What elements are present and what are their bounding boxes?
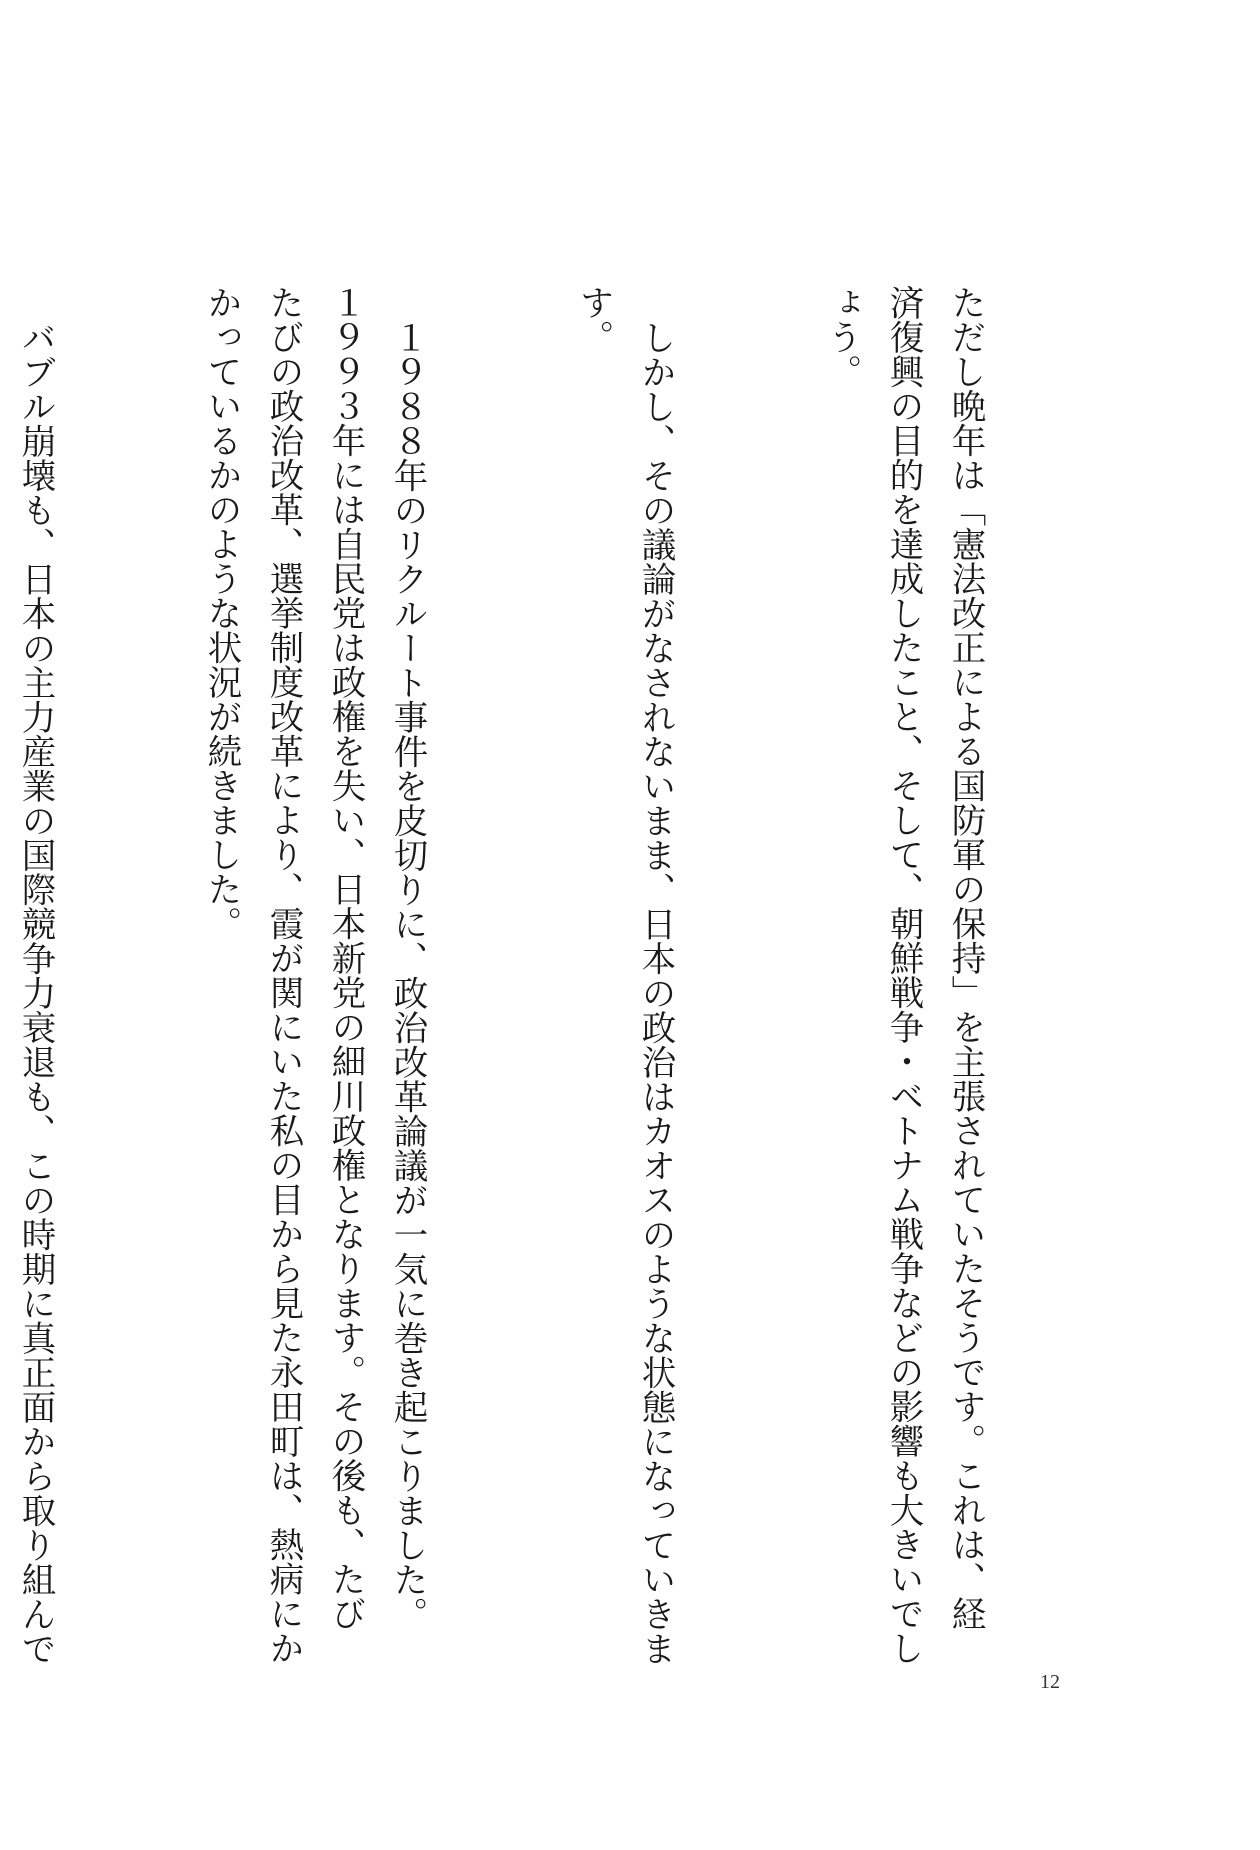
page-number: 12: [1040, 1671, 1060, 1693]
paragraph-2: しかし、その議論がなされないまま、日本の政治はカオスのような状態になっていきま す。: [573, 285, 675, 1665]
paragraph-1: ただし晩年は「憲法改正による国防軍の保持」を主張されていたそうです。これは、経 済復興の目的を達成したこと、そして、朝鮮戦争・ベトナム戦争などの影響も大きいでし ょう。: [821, 285, 985, 1665]
paragraph-4: バブル崩壊も、日本の主力産業の国際競争力衰退も、この時期に真正面から取り組んで: [15, 319, 55, 1665]
vertical-text-body: [0, 285, 1120, 1665]
paragraph-3: １９８８年のリクルート事件を皮切りに、政治改革論議が一気に巻き起こりました。 １９９３年には自民党は政権を失い、日本新党の細川政権となります。その後も、たび たびの政治改革、選挙制度改革により、霞が関にいた私の目から見た永田町は、熱病にか かっているかのような状況が続きました。: [201, 285, 427, 1665]
